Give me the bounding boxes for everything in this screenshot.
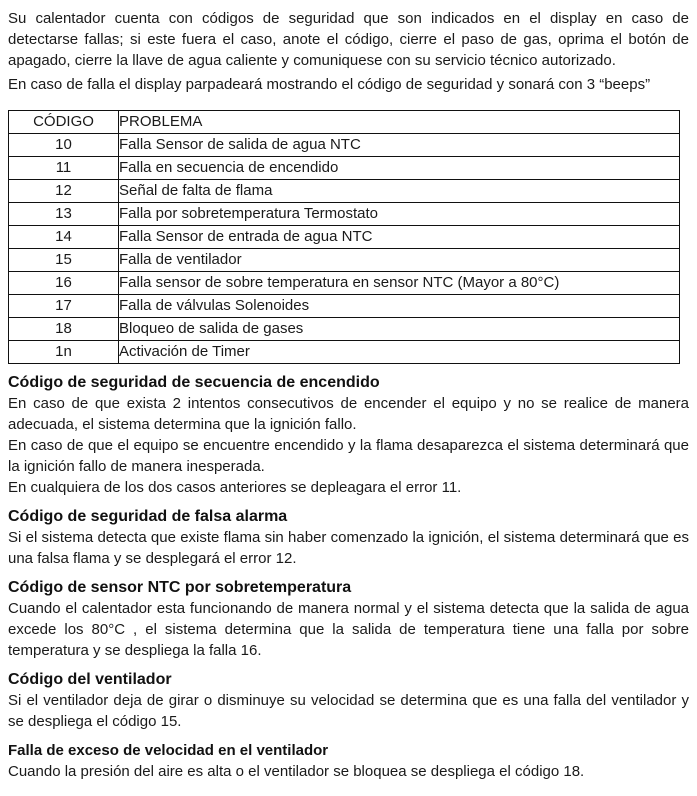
code-cell: 11: [9, 157, 119, 180]
table-row: [9, 341, 680, 364]
section-heading: Código de sensor NTC por sobretemperatura: [8, 579, 352, 596]
code-cell: 14: [9, 226, 119, 249]
code-cell: 1n: [9, 341, 119, 364]
problem-cell: Falla sensor de sobre temperatura en sensor NTC (Mayor a 80°C): [119, 272, 680, 295]
fault-display-note: En caso de falla el display parpadeará mostrando el código de seguridad y sonará con 3 “beeps”: [8, 76, 651, 93]
section-paragraph: En caso de que exista 2 intentos consecutivos de encender el equipo y no se realice de manera adecuada, el sistema determina que la ignición fallo.: [8, 395, 689, 433]
section-paragraph: Si el ventilador deja de girar o disminuye su velocidad se determina que es una falla del ventilador y se despliega el código 15.: [8, 692, 689, 730]
table-row: [9, 226, 680, 249]
code-cell: 15: [9, 249, 119, 272]
table-row: [9, 272, 680, 295]
section-heading: Código del ventilador: [8, 671, 172, 688]
section-heading: Código de seguridad de secuencia de encendido: [8, 374, 380, 391]
code-cell: 16: [9, 272, 119, 295]
code-cell: 18: [9, 318, 119, 341]
section-ntc-overtemperature-code: [8, 578, 689, 661]
table-row: [9, 157, 680, 180]
fault-code-table: [8, 110, 680, 364]
section-heading: Falla de exceso de velocidad en el ventilador: [8, 742, 329, 759]
section-false-alarm-code: [8, 507, 689, 569]
section-fan-code: [8, 670, 689, 732]
table-header-row: [9, 111, 680, 134]
table-row: [9, 295, 680, 318]
table-row: [9, 249, 680, 272]
table-row: [9, 134, 680, 157]
code-cell: 17: [9, 295, 119, 318]
problem-cell: Bloqueo de salida de gases: [119, 318, 680, 341]
table-row: [9, 318, 680, 341]
problem-cell: Señal de falta de flama: [119, 180, 680, 203]
problem-cell: Activación de Timer: [119, 341, 680, 364]
table-row: [9, 180, 680, 203]
section-paragraph: En caso de que el equipo se encuentre encendido y la flama desaparezca el sistema determinará que la ignición fallo de manera inesperada.: [8, 437, 689, 475]
code-cell: 12: [9, 180, 119, 203]
section-heading: Código de seguridad de falsa alarma: [8, 508, 288, 525]
section-paragraph: Cuando el calentador esta funcionando de manera normal y el sistema detecta que la salida de agua excede los 80°C , el sistema determina que la salida de temperatura tiene una falla por sobre temperatura y se despliega la falla 16.: [8, 600, 689, 659]
problem-cell: Falla por sobretemperatura Termostato: [119, 203, 680, 226]
problem-cell: Falla en secuencia de encendido: [119, 157, 680, 180]
section-paragraph: Si el sistema detecta que existe flama sin haber comenzado la ignición, el sistema determinará que es una falsa flama y se desplegará el error 12.: [8, 529, 689, 567]
problem-cell: Falla de válvulas Solenoides: [119, 295, 680, 318]
code-cell: 13: [9, 203, 119, 226]
section-paragraph: En cualquiera de los dos casos anteriores se depleagara el error 11.: [8, 479, 462, 496]
code-cell: 10: [9, 134, 119, 157]
problem-cell: Falla Sensor de salida de agua NTC: [119, 134, 680, 157]
column-header-problema: PROBLEMA: [119, 111, 680, 134]
table-row: [9, 203, 680, 226]
intro-paragraph: Su calentador cuenta con códigos de seguridad que son indicados en el display en caso de detectarse fallas; si este fuera el caso, anote el código, cierre el paso de gas, oprima el botón de apagado, cierre la llave de agua caliente y comuniquese con su servicio técnico autorizado.: [8, 10, 689, 69]
column-header-codigo: CÓDIGO: [9, 111, 119, 134]
problem-cell: Falla de ventilador: [119, 249, 680, 272]
problem-cell: Falla Sensor de entrada de agua NTC: [119, 226, 680, 249]
section-paragraph: Cuando la presión del aire es alta o el ventilador se bloquea se despliega el código 18.: [8, 763, 585, 780]
section-fan-overspeed-fault: [8, 741, 689, 782]
section-ignition-sequence-code: [8, 373, 689, 498]
